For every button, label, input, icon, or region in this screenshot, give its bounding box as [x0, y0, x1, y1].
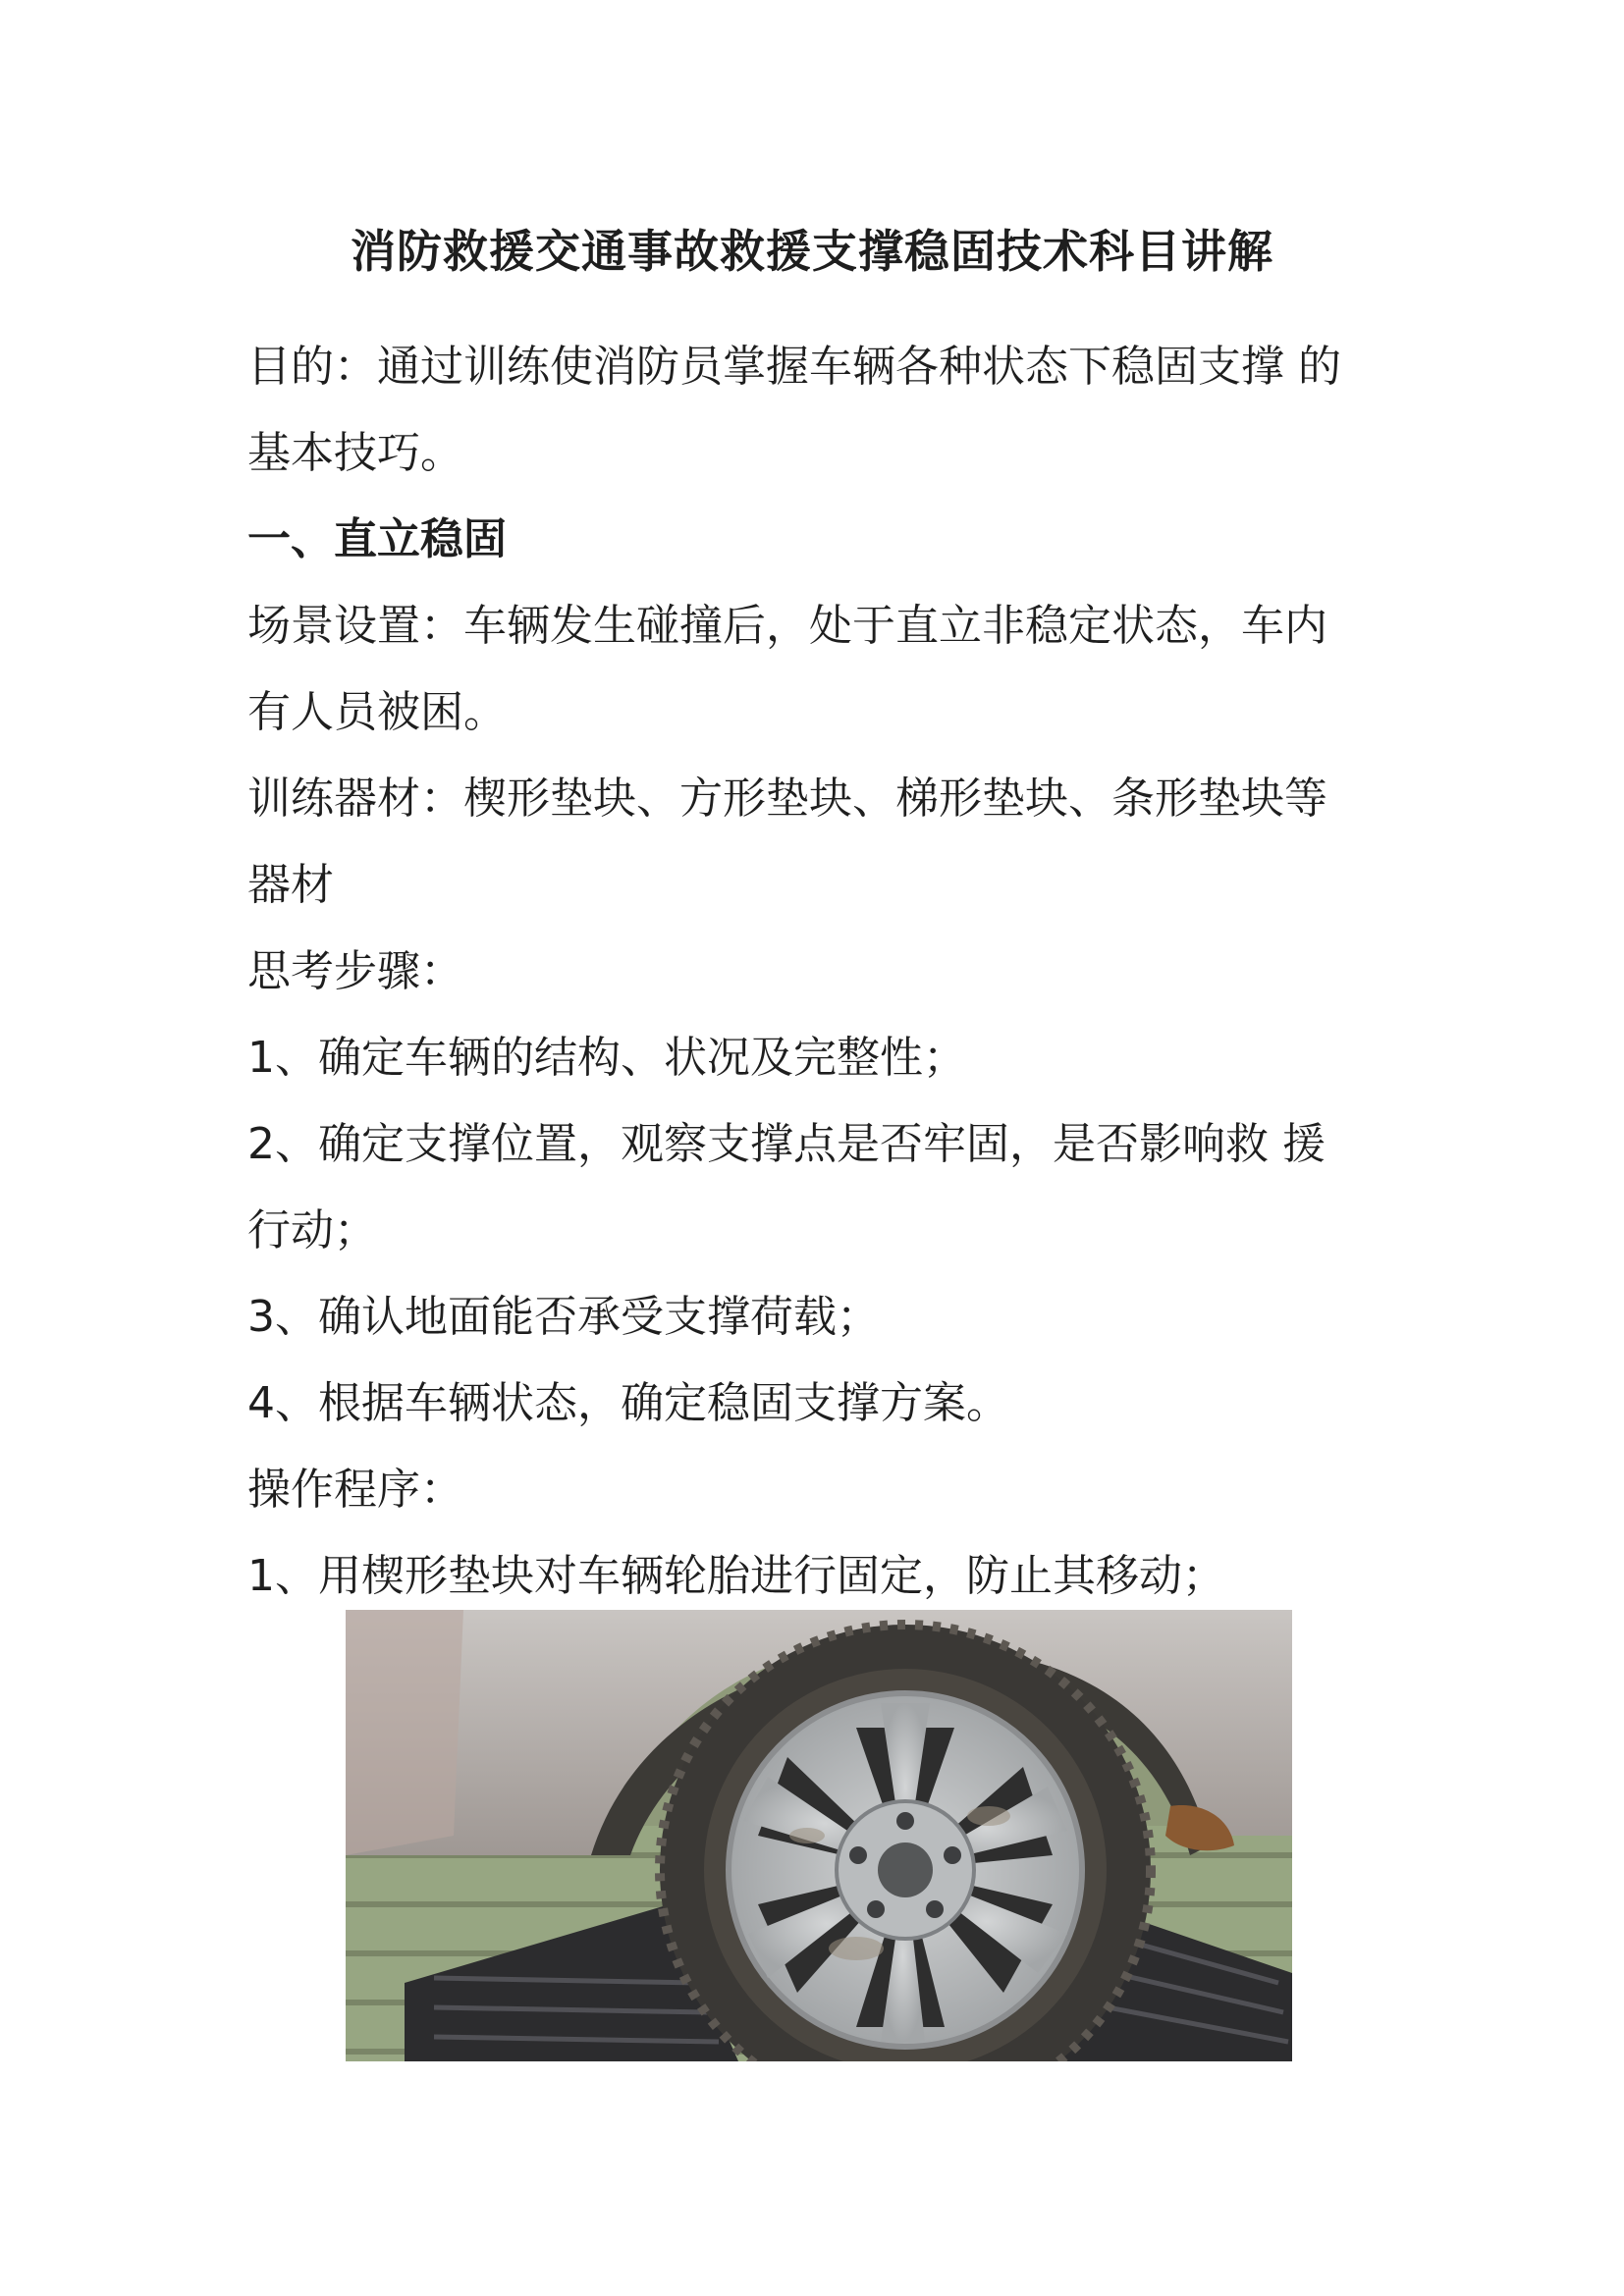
paragraph-equipment-line-2: 器材 — [247, 860, 334, 910]
step-item-2-line-2: 行动； — [247, 1205, 377, 1255]
paragraph-thinking-steps-label: 思考步骤： — [247, 946, 463, 996]
procedure-step-1: 1、用楔形垫块对车辆轮胎进行固定，防止其移动； — [247, 1551, 1225, 1601]
paragraph-purpose-line-1: 目的：通过训练使消防员掌握车辆各种状态下稳固支撑 的 — [247, 342, 1341, 392]
paragraph-scenario-line-1: 场景设置：车辆发生碰撞后，处于直立非稳定状态，车内 — [247, 601, 1327, 651]
step-item-3: 3、确认地面能否承受支撑荷载； — [247, 1292, 880, 1342]
document-title: 消防救援交通事故救援支撑稳固技术科目讲解 — [351, 225, 1273, 278]
step-item-2-line-1: 2、确定支撑位置，观察支撑点是否牢固，是否影响救 援 — [247, 1119, 1326, 1169]
paragraph-scenario-line-2: 有人员被困。 — [247, 687, 507, 737]
step-item-1: 1、确定车辆的结构、状况及完整性； — [247, 1033, 966, 1083]
section-heading-upright-stabilization: 一、直立稳固 — [247, 514, 507, 564]
paragraph-equipment-line-1: 训练器材：楔形垫块、方形垫块、梯形垫块、条形垫块等 — [247, 774, 1327, 824]
paragraph-purpose-line-2: 基本技巧。 — [247, 428, 463, 478]
step-item-4: 4、根据车辆状态，确定稳固支撑方案。 — [247, 1378, 1009, 1428]
wheel-chock-photo — [346, 1610, 1292, 2061]
paragraph-procedure-label: 操作程序： — [247, 1465, 463, 1515]
